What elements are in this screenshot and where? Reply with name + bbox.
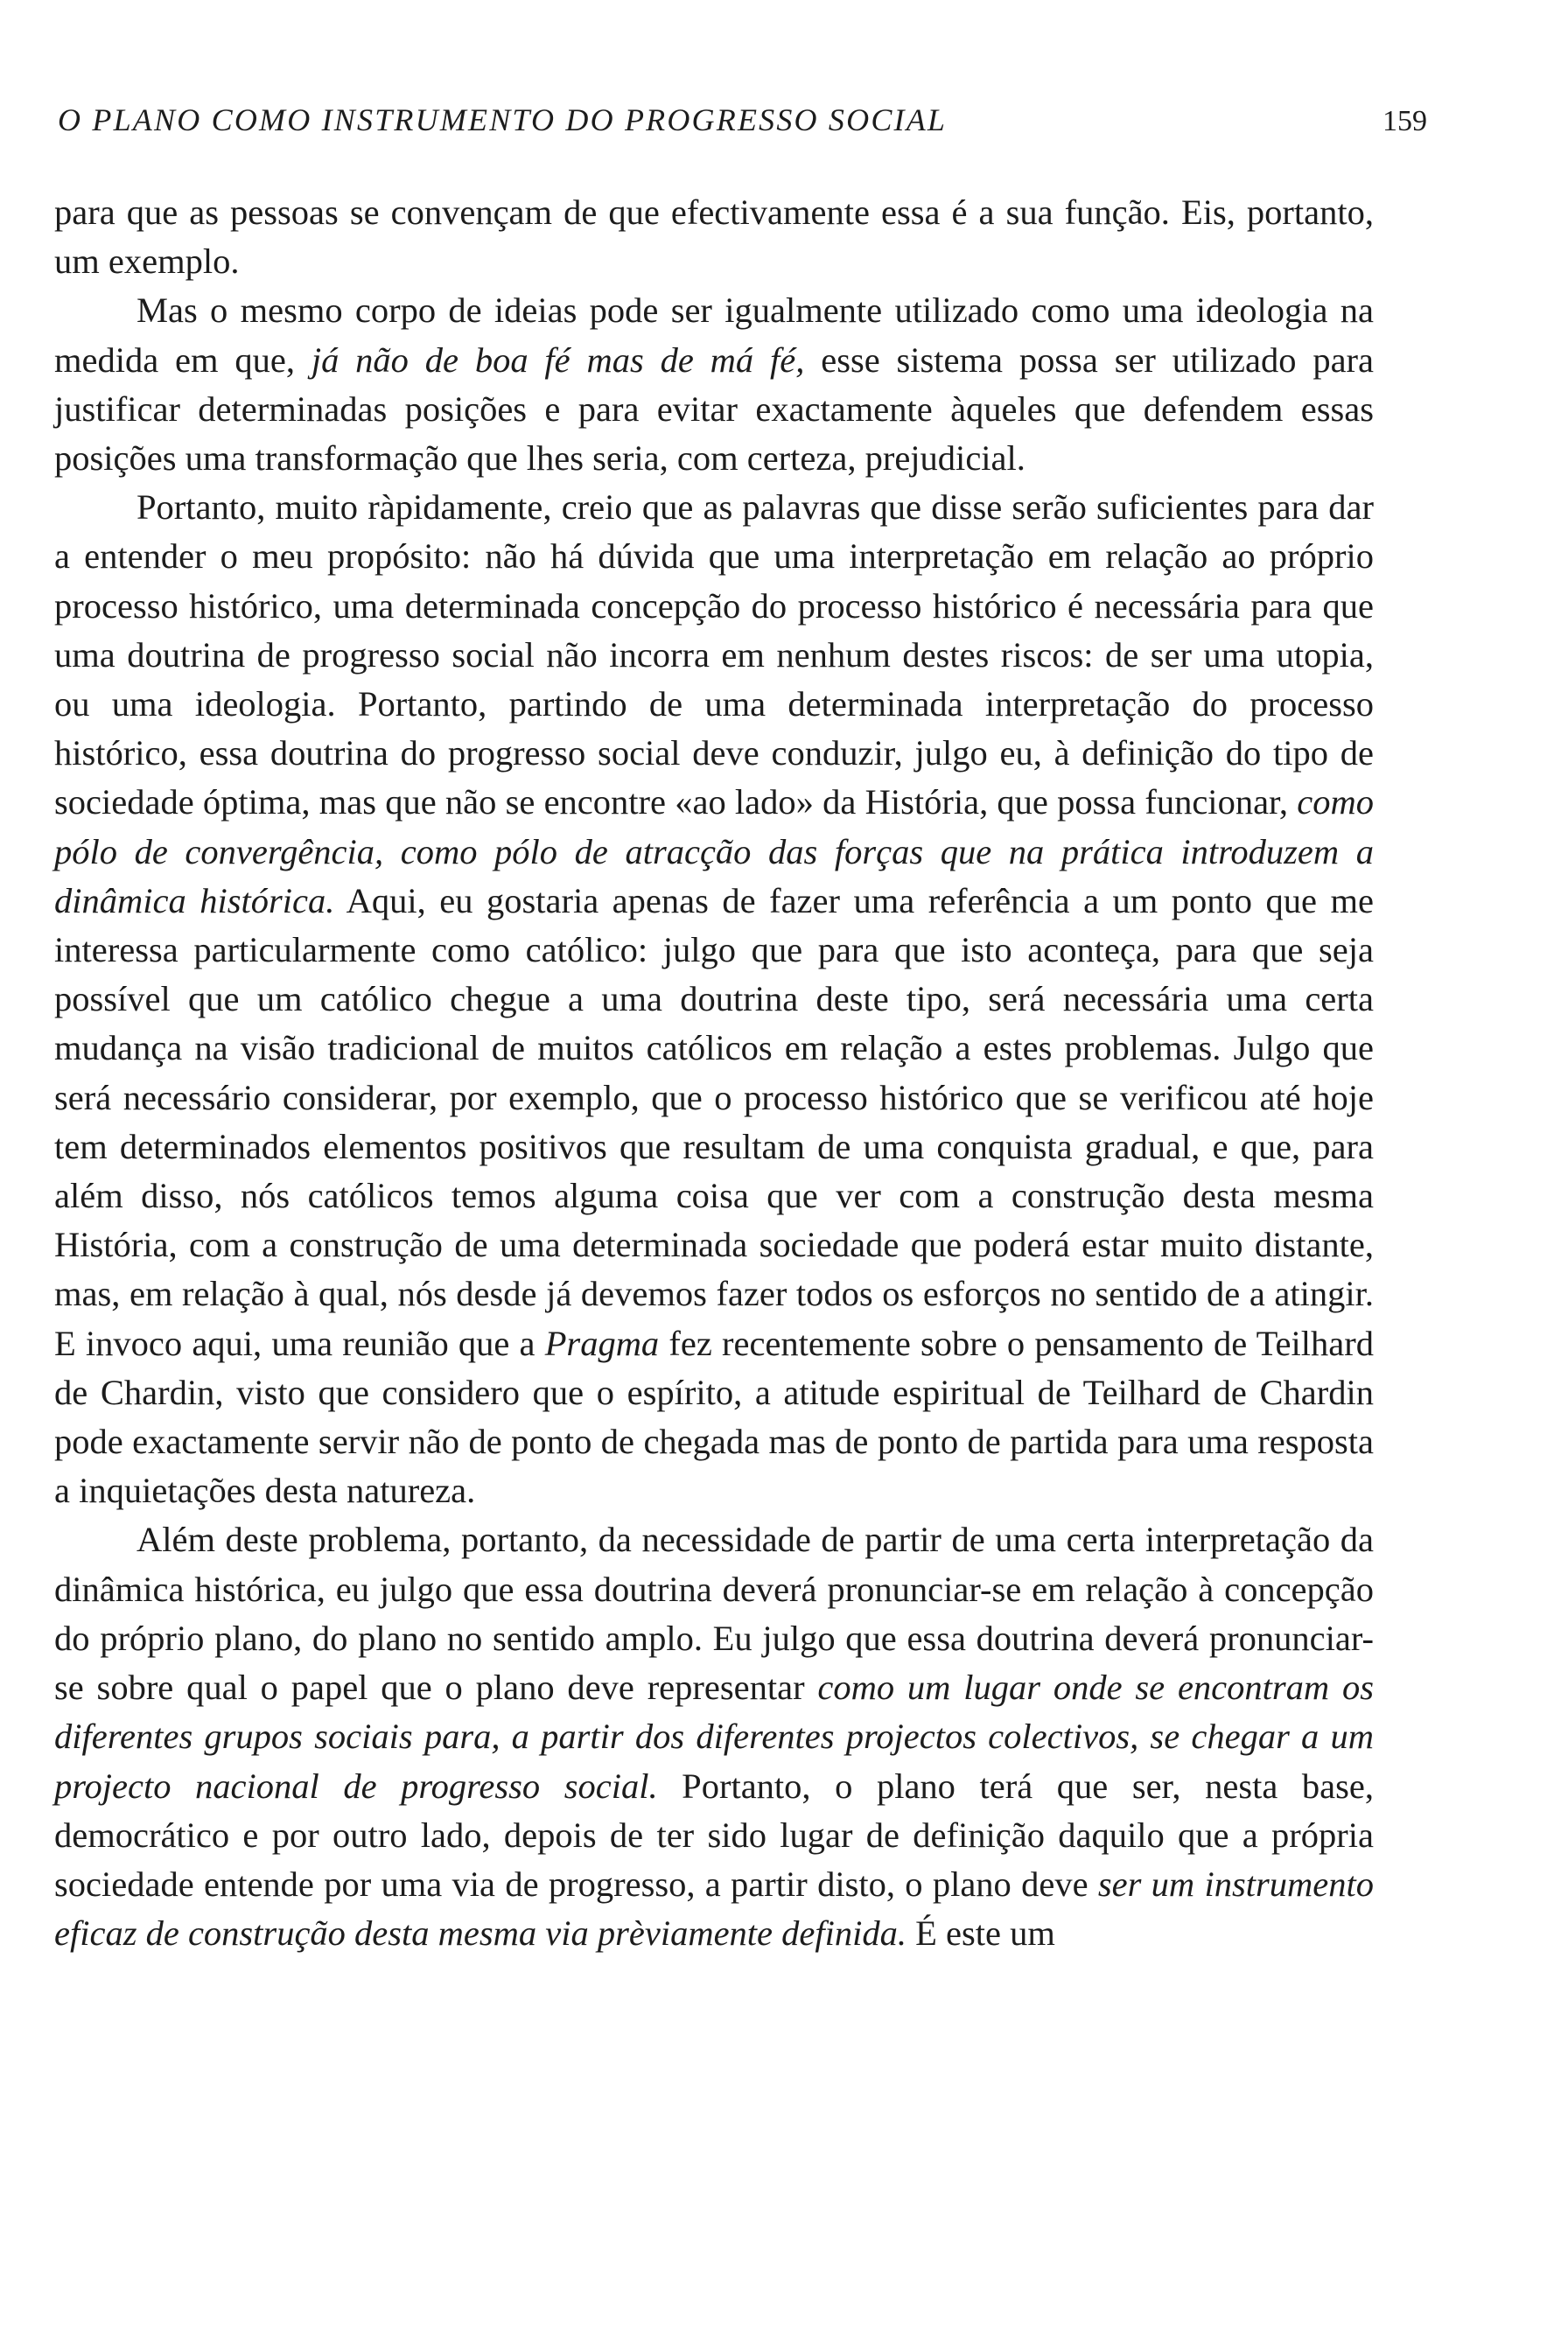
text-segment: Mas o mesmo corpo de ideias pode ser igualmente utilizado como uma ideologia na medida em que, bbox=[54, 290, 1374, 380]
paragraph bbox=[54, 1515, 1374, 1958]
running-header bbox=[58, 101, 1427, 154]
text-segment: Portanto, o plano terá que ser, nesta base, democrático e por outro lado, depois de ter sido lugar de definição daquilo que a própria sociedade entende por uma via de progresso, a partir disto, o plano deve bbox=[54, 1766, 1374, 1904]
paragraph bbox=[54, 286, 1374, 483]
text-segment: Aqui, eu gostaria apenas de fazer uma referência a um ponto que me interessa particularmente como católico: julgo que para que isto aconteça, para que seja possível que um católico chegue a uma doutrina deste tipo, será necessária uma certa mudança na visão tradicional de muitos católicos em relação a estes problemas. Julgo que será necessário considerar, por exemplo, que o processo histórico que se verificou até hoje tem determinados elementos positivos que resultam de uma conquista gradual, e que, para além disso, nós católicos temos alguma coisa que ver com a construção desta mesma História, com a construção de uma determinada sociedade que poderá estar muito distante, mas, em relação à qual, nós desde já devemos fazer todos os esforços no sentido de a atingir. E invoco aqui, uma reunião que a bbox=[54, 880, 1374, 1363]
italic-segment: ser um instrumento eficaz de construção desta mesma via prèviamente definida. bbox=[54, 1864, 1374, 1954]
text-segment: É este um bbox=[906, 1913, 1055, 1954]
text-segment: fez recentemente sobre o pensamento de Teilhard de Chardin, visto que considero que o espírito, a atitude espiritual de Teilhard de Chardin pode exactamente servir não de ponto de chegada mas de ponto de partida para uma resposta a inquietações desta natureza. bbox=[54, 1323, 1374, 1511]
text-segment: esse sistema possa ser utilizado para justificar determinadas posições e para evitar exactamente àqueles que defendem essas posições uma transformação que lhes seria, com certeza, prejudicial. bbox=[54, 339, 1375, 479]
body-text bbox=[54, 188, 1374, 1958]
text-segment: para que as pessoas se convençam de que efectivamente essa é a sua função. Eis, portanto, um exemplo. bbox=[54, 192, 1374, 282]
italic-segment: já não de boa fé mas de má fé, bbox=[311, 339, 805, 380]
text-segment: Portanto, muito ràpidamente, creio que as palavras que disse serão suficientes para dar a entender o meu propósito: não há dúvida que uma interpretação em relação ao próprio processo histórico, uma determinada concepção do processo histórico é necessária para que uma doutrina de progresso social não incorra em nenhum destes riscos: de ser uma utopia, ou uma ideologia. Portanto, partindo de uma determinada interpretação do processo histórico, essa doutrina do progresso social deve conduzir, julgo eu, à definição do tipo de sociedade óptima, mas que não se encontre «ao lado» da História, que possa funcionar, bbox=[54, 487, 1374, 822]
italic-segment: Pragma bbox=[544, 1323, 660, 1363]
running-title: O PLANO COMO INSTRUMENTO DO PROGRESSO SOCIAL bbox=[58, 102, 948, 137]
paragraph bbox=[54, 188, 1374, 286]
page-number: 159 bbox=[1382, 105, 1427, 137]
italic-segment: como pólo de convergência, como pólo de atracção das forças que na prática introduzem a dinâmica histórica. bbox=[54, 782, 1374, 920]
italic-segment: como um lugar onde se encontram os diferentes grupos sociais para, a partir dos diferentes projectos colectivos, se chegar a um projecto nacional de progresso social. bbox=[54, 1668, 1374, 1806]
text-segment: Além deste problema, portanto, da necessidade de partir de uma certa interpretação da dinâmica histórica, eu julgo que essa doutrina deverá pronunciar-se em relação à concepção do próprio plano, do plano no sentido amplo. Eu julgo que essa doutrina deverá pronunciar-se sobre qual o papel que o plano deve representar bbox=[54, 1520, 1374, 1708]
paragraph bbox=[54, 483, 1374, 1515]
